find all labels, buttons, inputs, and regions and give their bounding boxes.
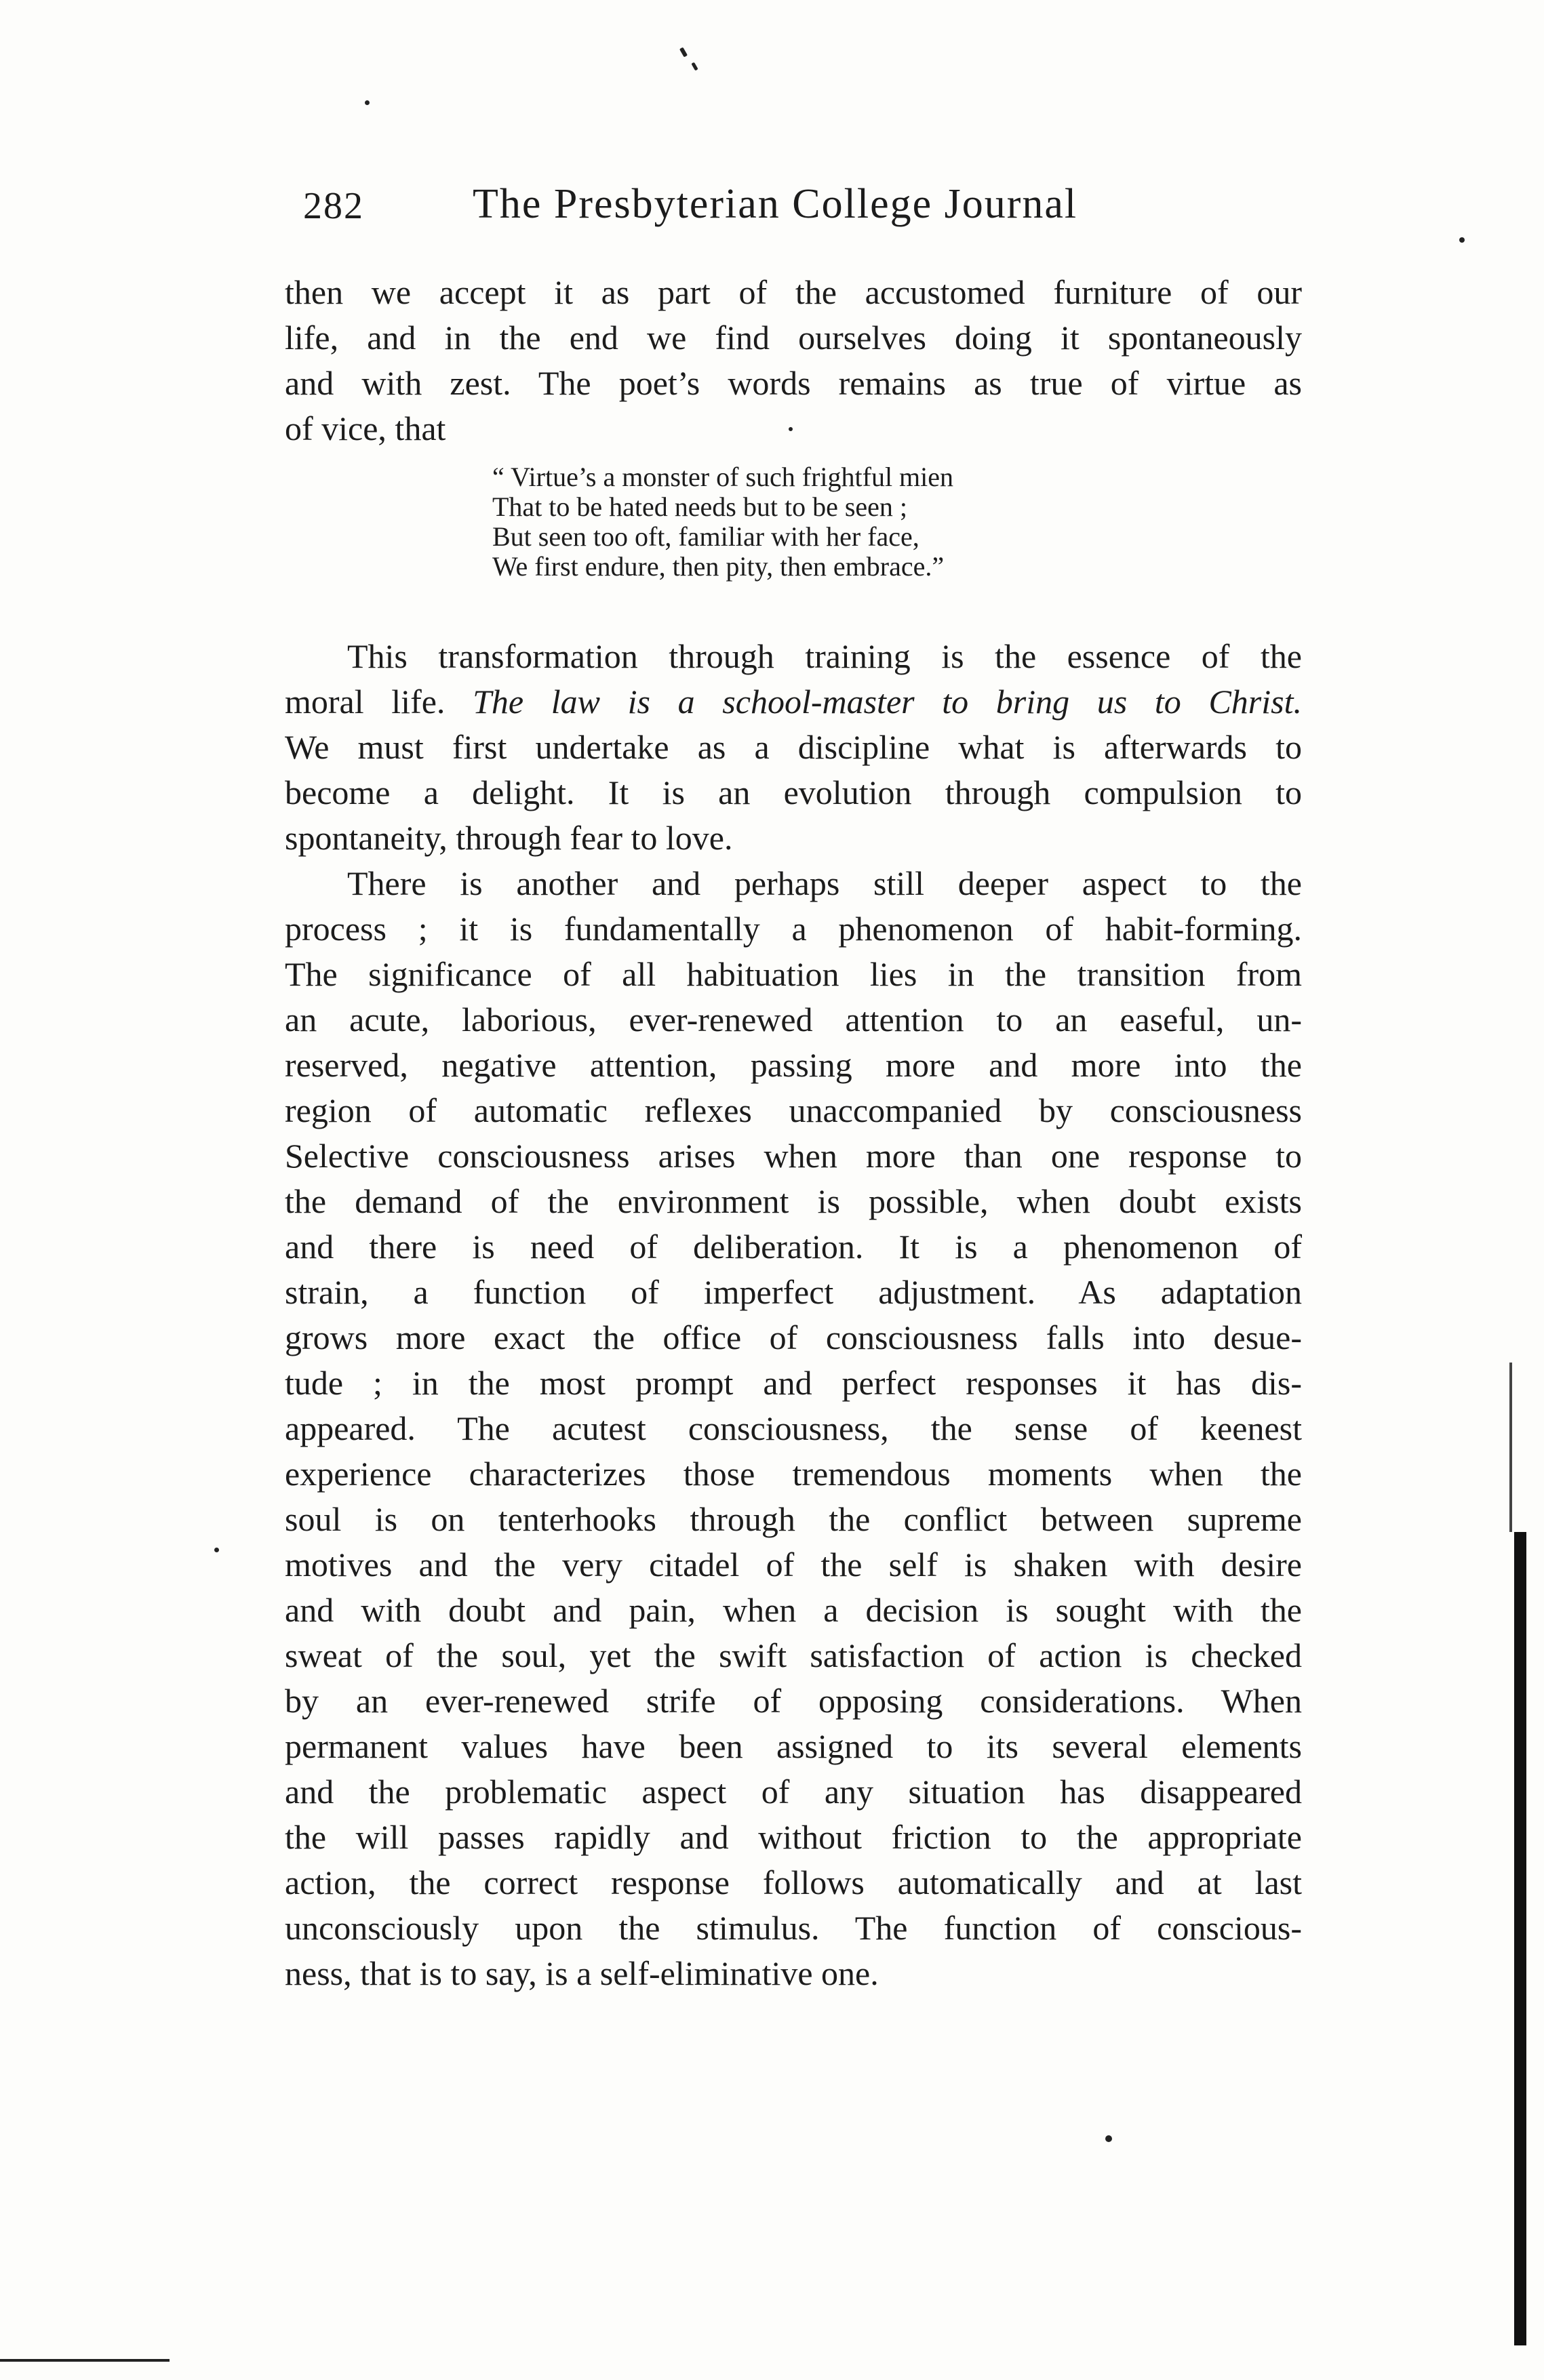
text-line: spontaneity, through fear to love. <box>285 819 733 857</box>
text-line: and the problematic aspect of any situation has disappeared <box>285 1773 1302 1811</box>
poem-quotation <box>492 462 1170 582</box>
text-line: and there is need of deliberation. It is a phenomenon of <box>285 1228 1302 1266</box>
text-line: This transformation through training is the essence of the <box>347 637 1302 675</box>
page-number: 282 <box>303 185 364 227</box>
text-line: by an ever-renewed strife of opposing considerations. When <box>285 1682 1302 1720</box>
text-line: tude ; in the most prompt and perfect responses it has dis- <box>285 1364 1302 1402</box>
text-line: ness, that is to say, is a self-eliminative one. <box>285 1954 879 1992</box>
page-header <box>303 181 1130 245</box>
bottom-rule <box>0 2359 170 2362</box>
text-line: appeared. The acutest consciousness, the sense of keenest <box>285 1409 1302 1447</box>
scan-edge-bar <box>1514 1532 1526 2345</box>
scan-speck <box>691 62 698 71</box>
poem-line: “ Virtue’s a monster of such frightful mien <box>492 462 954 492</box>
text-line: of vice, that <box>285 409 446 447</box>
text-line: reserved, negative attention, passing more and more into the <box>285 1046 1302 1084</box>
paragraph-continued <box>285 270 1302 451</box>
scan-speck <box>1459 237 1465 243</box>
running-title: The Presbyterian College Journal <box>473 181 1078 227</box>
poem-line: But seen too oft, familiar with her face, <box>492 521 919 552</box>
text-line: action, the correct response follows automatically and at last <box>285 1863 1302 1901</box>
text-line: permanent values have been assigned to its several elements <box>285 1727 1302 1765</box>
text-line: region of automatic reflexes unaccompanied by consciousness <box>285 1091 1302 1129</box>
scan-speck <box>214 1548 219 1552</box>
text-line: the demand of the environment is possible, when doubt exists <box>285 1182 1302 1220</box>
text-line: life, and in the end we find ourselves doing it spontaneously <box>285 319 1302 357</box>
text-line <box>285 679 1302 725</box>
text-line: unconsciously upon the stimulus. The function of conscious- <box>285 1909 1302 1947</box>
text-line: sweat of the soul, yet the swift satisfaction of action is checked <box>285 1636 1302 1674</box>
text-line: strain, a function of imperfect adjustment. As adaptation <box>285 1273 1302 1311</box>
scan-speck <box>679 47 688 57</box>
scan-speck <box>789 427 793 431</box>
text-line: process ; it is fundamentally a phenomenon of habit-forming. <box>285 910 1302 948</box>
text-line: motives and the very citadel of the self is shaken with desire <box>285 1546 1302 1584</box>
scripture-quote: The law is a school-master to bring us to Christ. <box>473 683 1303 721</box>
text-line: and with zest. The poet’s words remains as true of virtue as <box>285 364 1302 402</box>
text-line: Selective consciousness arises when more than one response to <box>285 1137 1302 1175</box>
text-line: grows more exact the office of consciousness falls into desue- <box>285 1318 1302 1356</box>
scan-speck <box>1105 2135 1112 2142</box>
text-line: soul is on tenterhooks through the conflict between supreme <box>285 1500 1302 1538</box>
poem-line: We first endure, then pity, then embrace.” <box>492 551 945 582</box>
scan-speck <box>365 100 370 105</box>
scan-edge-line <box>1509 1363 1512 1532</box>
paragraph-transformation <box>285 634 1302 861</box>
paragraph-habit-forming <box>285 861 1302 1996</box>
text-line: and with doubt and pain, when a decision is sought with the <box>285 1591 1302 1629</box>
text-line: The significance of all habituation lies in the transition from <box>285 955 1302 993</box>
text-line: We must first undertake as a discipline what is afterwards to <box>285 728 1302 766</box>
poem-line: That to be hated needs but to be seen ; <box>492 491 908 522</box>
text-line: There is another and perhaps still deeper aspect to the <box>347 864 1302 902</box>
text-fragment: moral life. <box>285 683 446 721</box>
text-line: become a delight. It is an evolution through compulsion to <box>285 773 1302 811</box>
text-line: then we accept it as part of the accustomed furniture of our <box>285 273 1302 311</box>
text-line: an acute, laborious, ever-renewed attention to an easeful, un- <box>285 1001 1302 1038</box>
text-line: the will passes rapidly and without friction to the appropriate <box>285 1818 1302 1856</box>
text-line: experience characterizes those tremendous moments when the <box>285 1455 1302 1493</box>
